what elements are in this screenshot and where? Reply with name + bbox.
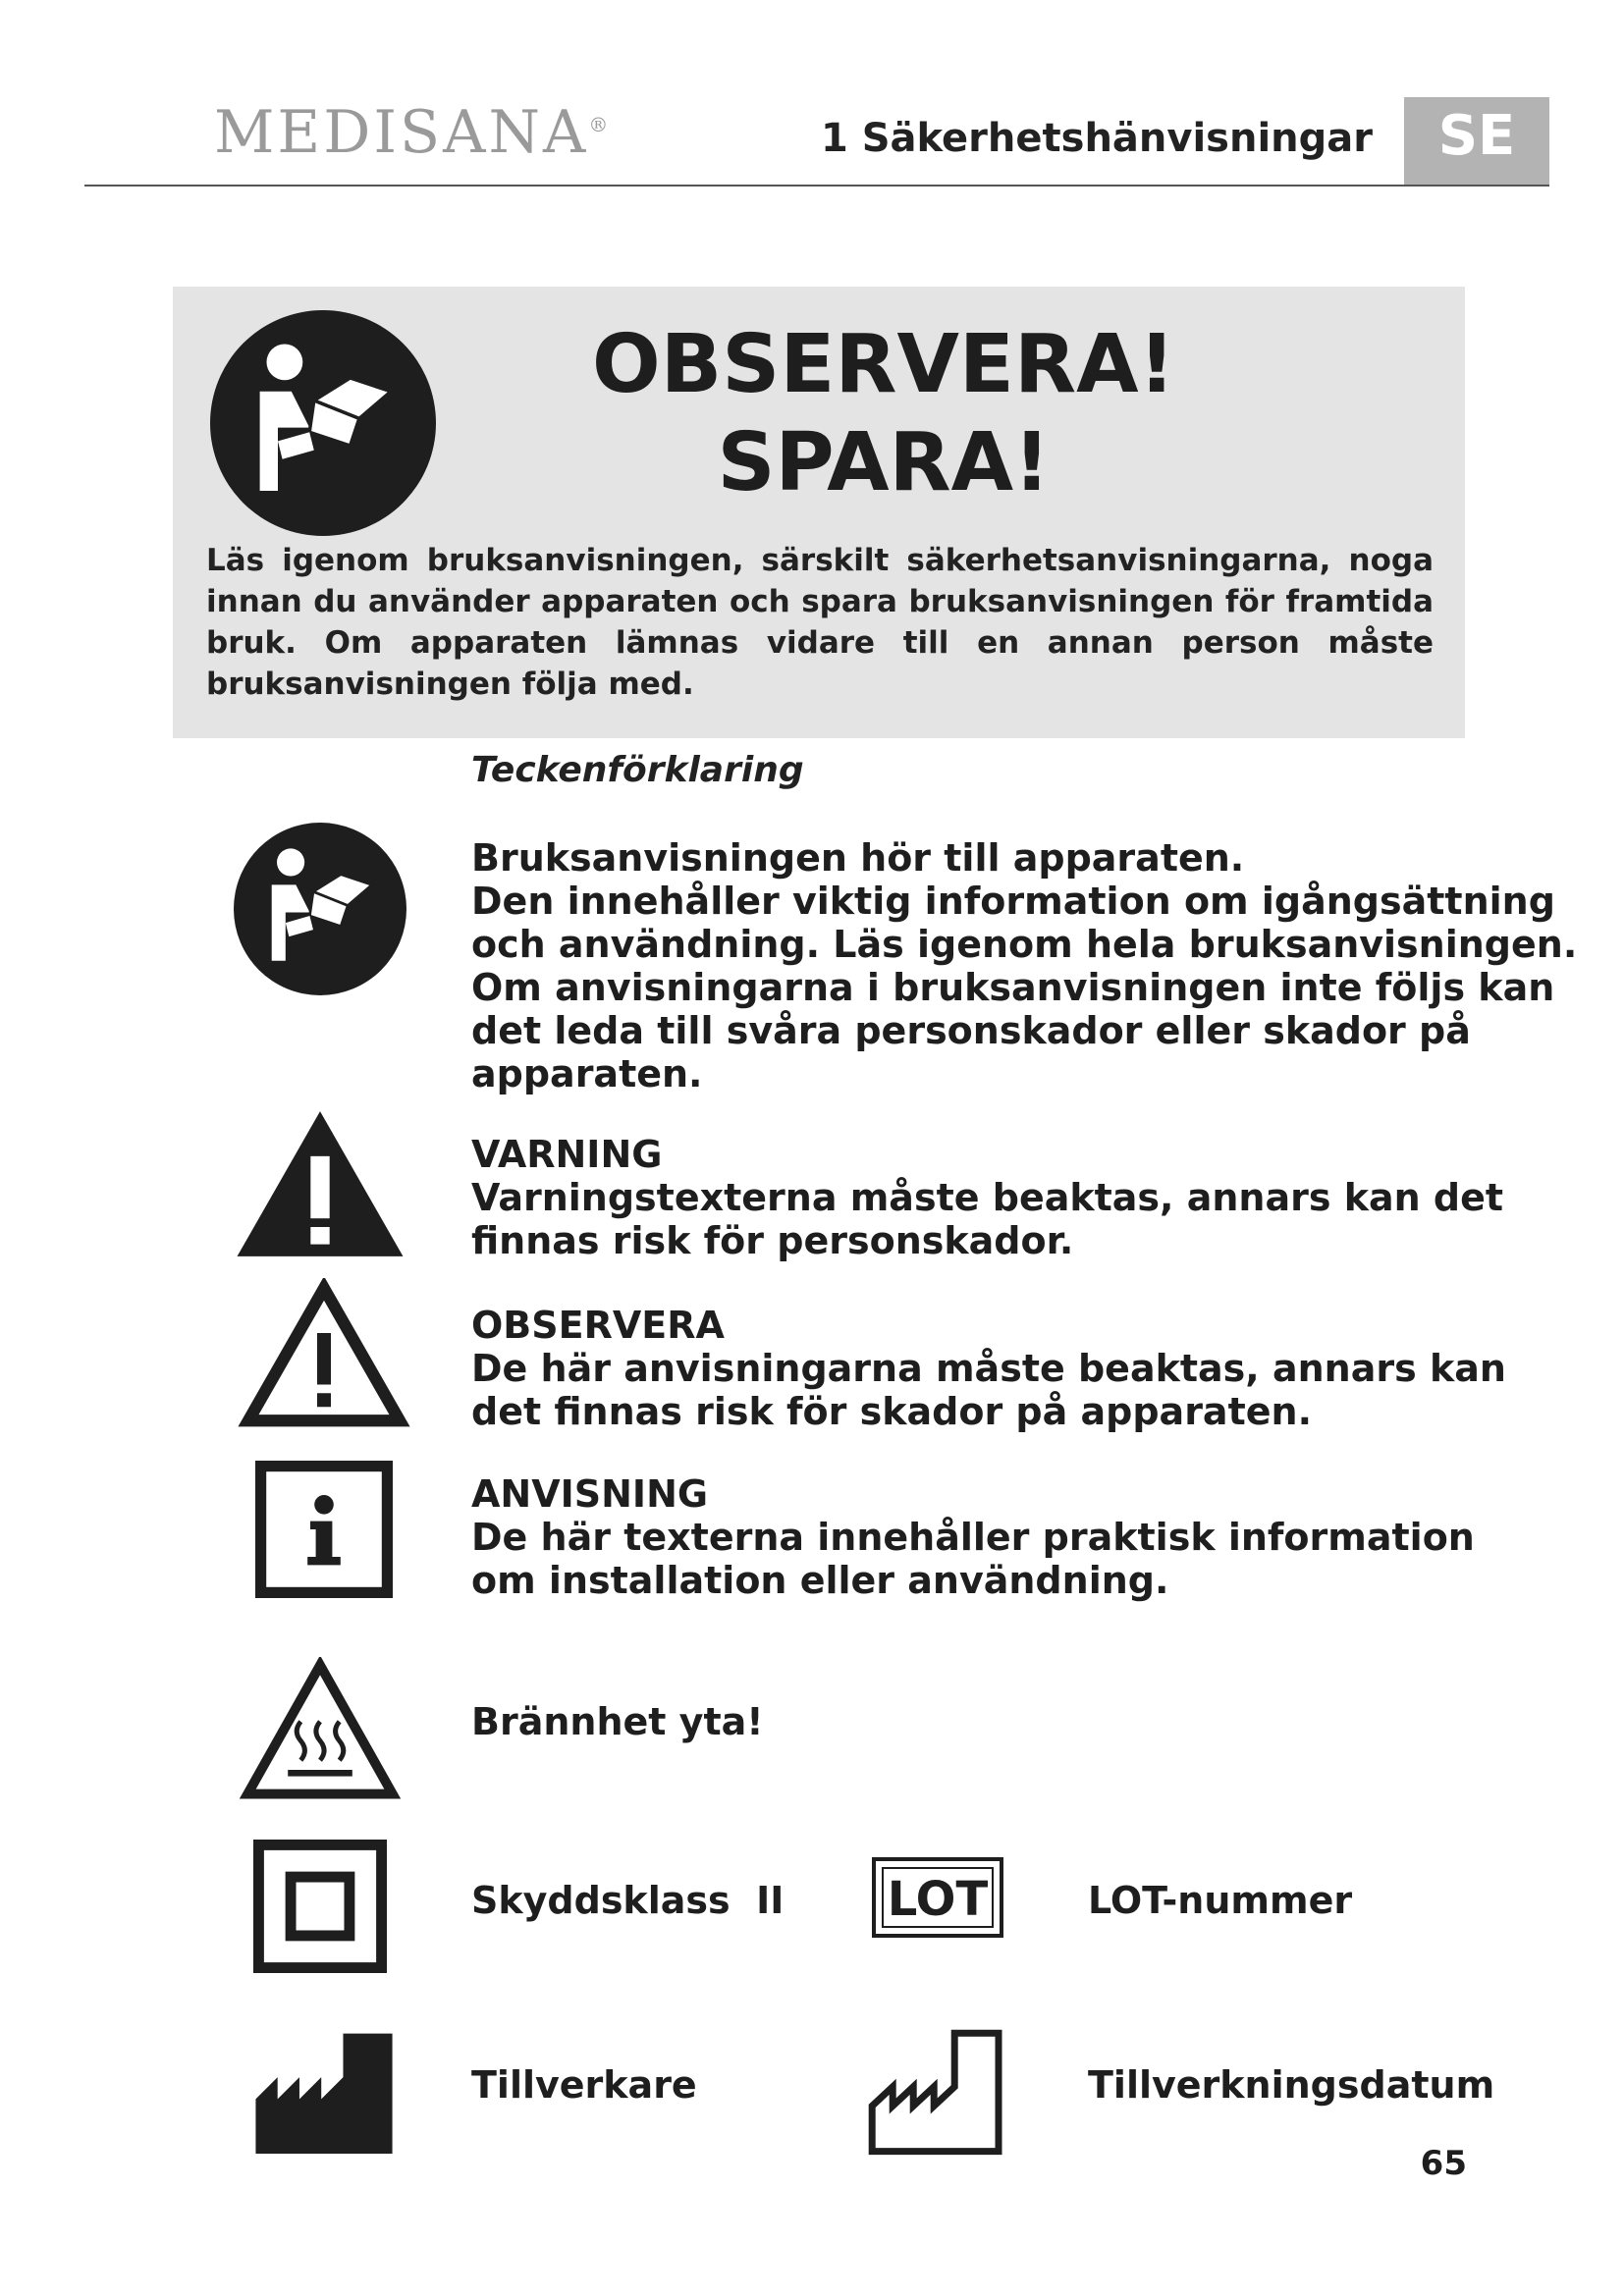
legend-label-manufacturer: Tillverkare (471, 2063, 697, 2107)
legend-label-lot: LOT-nummer (1088, 1879, 1353, 1922)
protection-class-2-icon (253, 1840, 387, 1973)
legend-title-info: ANVISNING (471, 1472, 709, 1516)
manufacture-date-icon (868, 2026, 1005, 2156)
info-icon (255, 1459, 393, 1600)
warning-filled-icon (234, 1107, 406, 1260)
legend-title-caution: OBSERVERA (471, 1304, 725, 1347)
legend-text-warning: Varningstexterna måste beaktas, annars kan det finnas risk för personskador. (471, 1176, 1504, 1262)
brand-logo: MEDISANA® (214, 98, 609, 167)
language-tab: SE (1404, 97, 1549, 186)
legend-text-caution: De här anvisningarna måste beaktas, annars kan det finnas risk för skador på apparaten. (471, 1347, 1506, 1433)
page-number: 65 (1420, 2144, 1467, 2183)
legend-text-hot-surface: Brännhet yta! (471, 1700, 764, 1743)
notice-title-line1: OBSERVERA! (592, 318, 1175, 411)
notice-title-line2: SPARA! (717, 416, 1051, 509)
caution-outline-icon (238, 1278, 410, 1429)
legend-heading: Teckenförklaring (471, 750, 804, 790)
notice-body: Läs igenom bruksanvisningen, särskilt säkerhetsanvisningarna, noga innan du använder apparaten och spara bruksanvisningen för framtida bruk. Om apparaten lämnas vidare till en annan person måste bruksanvisningen följa med. (206, 543, 1434, 702)
legend-text-manual: Bruksanvisningen hör till apparaten. Den innehåller viktig information om igångsättning och användning. Läs igenom hela bruksanvisningen. Om anvisningarna i bruksanvisningen inte följs kan det leda till svåra personskador eller skador på apparaten. (471, 836, 1578, 1095)
notice-title (550, 316, 1218, 512)
manufacturer-icon (255, 2028, 393, 2154)
lot-icon-text: LOT (882, 1867, 994, 1928)
header-divider (84, 185, 1549, 187)
legend-label-protection-class: Skyddsklass II (471, 1879, 785, 1922)
section-title: 1 Säkerhetshänvisningar (820, 116, 1373, 161)
legend-label-manufacture-date: Tillverkningsdatum (1088, 2063, 1495, 2107)
hot-surface-icon (240, 1657, 401, 1802)
lot-icon (872, 1857, 1003, 1938)
read-manual-icon (210, 310, 436, 536)
legend-text-info: De här texterna innehåller praktisk information om installation eller användning. (471, 1516, 1475, 1602)
read-manual-icon (234, 823, 406, 995)
legend-title-warning: VARNING (471, 1133, 663, 1176)
